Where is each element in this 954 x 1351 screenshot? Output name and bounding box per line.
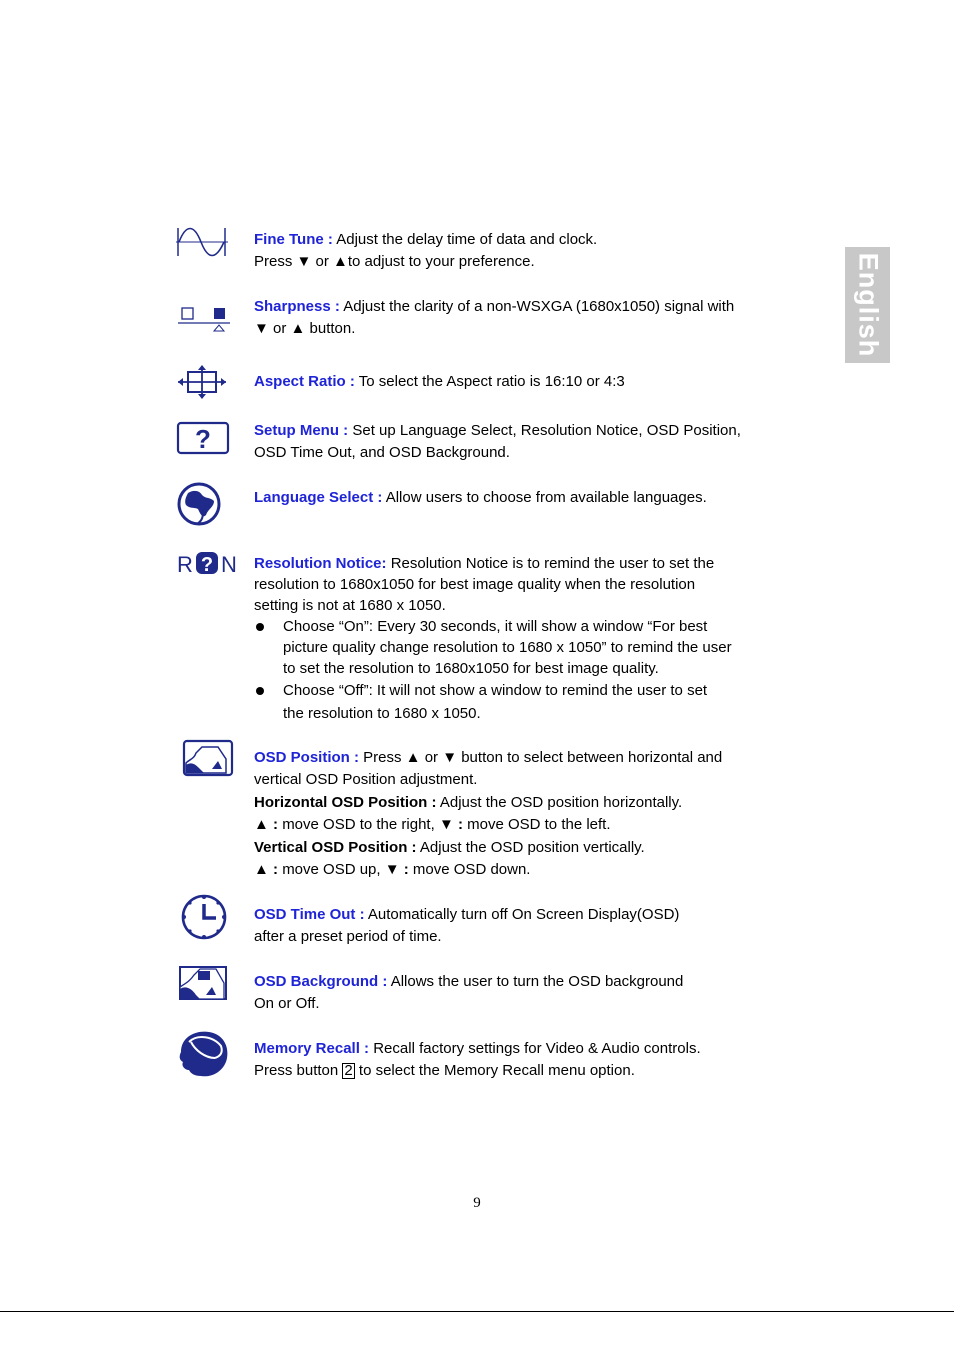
language-tab-label: English xyxy=(853,252,883,358)
osd-time-out-desc: Automatically turn off On Screen Display(OSD) xyxy=(367,906,680,923)
horizontal-up-desc: move OSD to the right, xyxy=(282,816,435,834)
horizontal-down-desc: move OSD to the left. xyxy=(467,816,611,834)
memory-recall-desc: Recall factory settings for Video & Audio controls. xyxy=(373,1040,701,1057)
language-select-title: Language Select : xyxy=(254,489,383,506)
aspect-ratio-title: Aspect Ratio : xyxy=(254,373,355,390)
osd-background-desc: Allows the user to turn the OSD background xyxy=(390,973,684,990)
aspect-ratio-icon xyxy=(176,364,228,400)
button-key-label: 2 xyxy=(344,1062,353,1079)
option-on-item xyxy=(254,616,784,679)
svg-text:N: N xyxy=(221,552,237,576)
up-key-label: ▲ : xyxy=(254,861,279,879)
option-on-text-3: to set the resolution to 1680x1050 for best image quality. xyxy=(283,660,659,677)
osd-background-icon xyxy=(178,965,228,1001)
fine-tune-icon xyxy=(176,226,228,258)
fine-tune-instruction: Press ▼ or ▲to adjust to your preference. xyxy=(254,253,535,270)
page-number: 9 xyxy=(473,1195,481,1211)
memory-recall-title: Memory Recall : xyxy=(254,1040,370,1057)
memory-recall-press: Press button xyxy=(254,1062,339,1079)
osd-position-icon xyxy=(182,739,234,777)
resolution-notice-title: Resolution Notice: xyxy=(254,555,387,572)
horizontal-osd-desc: Adjust the OSD position horizontally. xyxy=(439,793,683,811)
sharpness-title: Sharpness : xyxy=(254,298,340,315)
osd-time-out-desc-2: after a preset period of time. xyxy=(254,928,442,945)
down-key-label: ▼ : xyxy=(384,861,409,879)
resolution-notice-icon xyxy=(176,550,242,576)
vertical-osd-title: Vertical OSD Position : xyxy=(254,838,417,856)
sharpness-icon xyxy=(176,304,232,332)
option-on-text-2: picture quality change resolution to 1680 x 1050” to remind the user xyxy=(283,639,732,656)
resolution-notice-desc: Resolution Notice is to remind the user to set the xyxy=(390,555,715,572)
setup-menu-title: Setup Menu : xyxy=(254,422,349,439)
option-on-text-1: Choose “On”: Every 30 seconds, it will show a window “For best xyxy=(283,618,708,635)
aspect-ratio-desc: To select the Aspect ratio is 16:10 or 4:3 xyxy=(358,373,625,390)
globe-icon xyxy=(176,481,222,527)
memory-recall-icon xyxy=(177,1028,231,1080)
osd-time-out-title: OSD Time Out : xyxy=(254,906,365,923)
osd-background-title: OSD Background : xyxy=(254,973,388,990)
language-select-desc: Allow users to choose from available languages. xyxy=(385,489,707,506)
bullet-icon xyxy=(256,623,264,631)
osd-position-title: OSD Position : xyxy=(254,749,359,766)
osd-position-desc-2: vertical OSD Position adjustment. xyxy=(254,771,478,789)
osd-background-desc-2: On or Off. xyxy=(254,995,320,1012)
svg-text:?: ? xyxy=(200,554,214,576)
svg-text:?: ? xyxy=(195,424,211,454)
option-off-item xyxy=(254,680,784,724)
up-key-label: ▲ : xyxy=(254,816,279,834)
vertical-osd-desc: Adjust the OSD position vertically. xyxy=(419,838,645,856)
horizontal-osd-title: Horizontal OSD Position : xyxy=(254,793,437,811)
resolution-notice-desc-2: resolution to 1680x1050 for best image quality when the resolution xyxy=(254,576,696,593)
fine-tune-desc: Adjust the delay time of data and clock. xyxy=(336,231,598,248)
vertical-down-desc: move OSD down. xyxy=(412,861,531,879)
setup-menu-desc-cont: OSD Time Out, and OSD Background. xyxy=(254,444,510,461)
memory-recall-instruction: to select the Memory Recall menu option. xyxy=(358,1062,635,1079)
clock-icon xyxy=(179,893,229,941)
footer-divider xyxy=(0,1311,954,1312)
language-tab xyxy=(845,247,890,363)
svg-text:R: R xyxy=(177,552,193,576)
option-off-text-2: the resolution to 1680 x 1050. xyxy=(283,705,481,722)
setup-menu-desc: Set up Language Select, Resolution Notice, OSD Position, xyxy=(352,422,741,439)
resolution-notice-desc-3: setting is not at 1680 x 1050. xyxy=(254,597,446,614)
down-key-label: ▼ : xyxy=(438,816,463,834)
sharpness-instruction: ▼ or ▲ button. xyxy=(254,320,356,337)
bullet-icon xyxy=(256,687,264,695)
setup-menu-icon xyxy=(176,421,230,455)
fine-tune-title: Fine Tune : xyxy=(254,231,333,248)
sharpness-desc: Adjust the clarity of a non-WSXGA (1680x1050) signal with xyxy=(343,298,735,315)
osd-position-desc: Press ▲ or ▼ button to select between horizontal and xyxy=(363,749,723,766)
option-off-text-1: Choose “Off”: It will not show a window to remind the user to set xyxy=(283,682,708,699)
resolution-notice-options xyxy=(254,616,784,724)
vertical-up-desc: move OSD up, xyxy=(282,861,381,879)
